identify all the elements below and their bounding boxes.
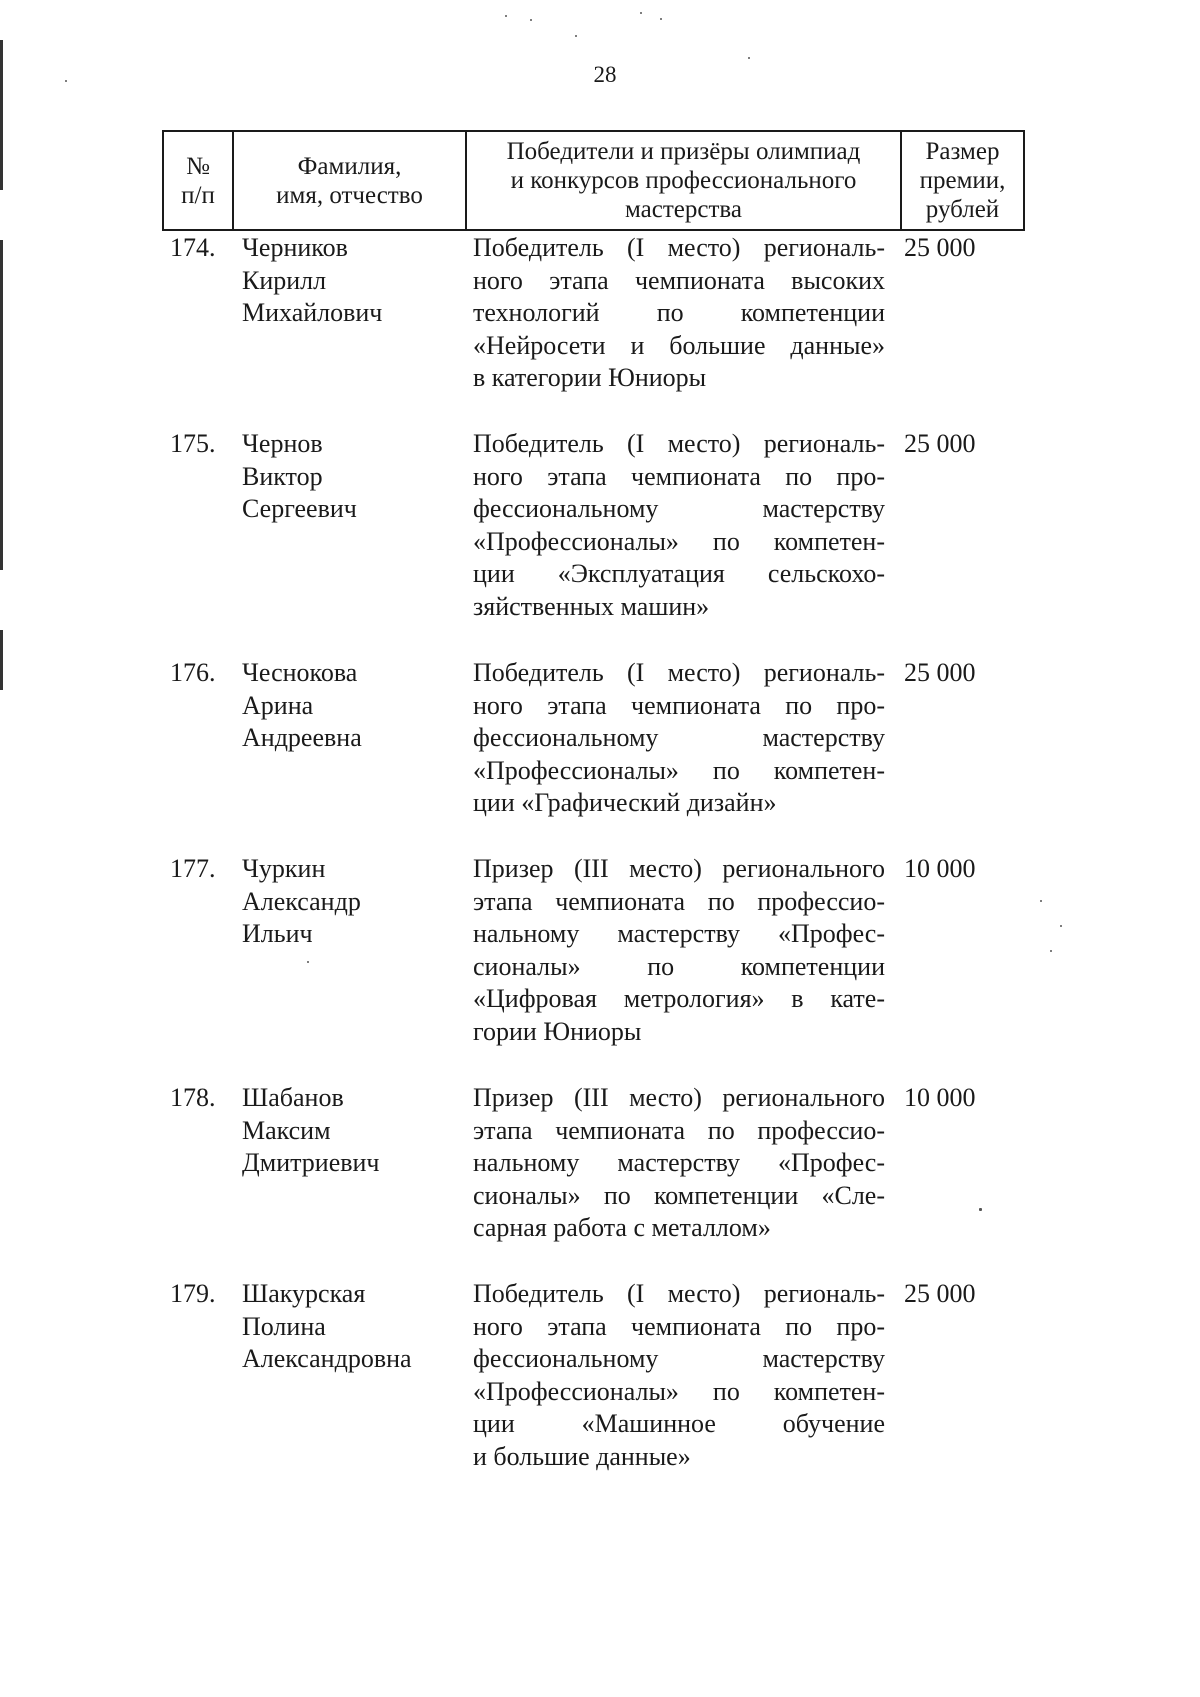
scan-edge-mark (0, 240, 3, 570)
desc-line: в категории Юниоры (473, 363, 707, 392)
header-full-name (232, 132, 465, 229)
row-number: 177. (170, 854, 216, 883)
row-full-name (242, 1082, 462, 1180)
name-line: Чернов (242, 429, 323, 458)
desc-line: сарная работа с металлом» (473, 1213, 771, 1242)
name-line: Дмитриевич (242, 1148, 380, 1177)
row-full-name (242, 1278, 462, 1376)
scan-speck (505, 15, 507, 17)
name-line: Шабанов (242, 1083, 344, 1112)
name-line: Чуркин (242, 854, 326, 883)
row-achievement (473, 232, 885, 395)
scan-speck (307, 961, 309, 963)
desc-line: «Цифровая метрология» в кате- (473, 984, 885, 1013)
name-line: Александр (242, 886, 361, 916)
desc-line: ного этапа чемпионата по про- (473, 1311, 885, 1341)
desc-line: нальному мастерству «Профес- (473, 919, 885, 948)
desc-line: Победитель (I место) региональ- (473, 429, 885, 458)
header-desc-line: Победители и призёры олимпиад (506, 138, 861, 165)
header-achievement (465, 132, 900, 229)
table-header (162, 130, 1025, 231)
desc-line: гории Юниоры (473, 1016, 642, 1046)
header-name-line: имя, отчество (276, 181, 423, 209)
header-number-line: № (186, 152, 210, 180)
name-line: Виктор (242, 461, 323, 491)
row-prize-amount: 10 000 (904, 854, 976, 883)
row-number: 176. (170, 658, 216, 687)
header-prize-line: Размер (925, 138, 1000, 165)
row-prize-amount: 25 000 (904, 658, 976, 687)
name-line: Полина (242, 1311, 326, 1341)
name-line: Михайлович (242, 298, 383, 327)
desc-line: Победитель (I место) региональ- (473, 233, 885, 262)
scan-speck (748, 57, 750, 59)
desc-line: технологий по компетенции (473, 298, 885, 327)
row-achievement (473, 1082, 885, 1245)
row-number: 175. (170, 429, 216, 458)
desc-line: ции «Эксплуатация сельскохо- (473, 559, 885, 588)
desc-line: «Профессионалы» по компетен- (473, 526, 885, 556)
scan-speck (575, 35, 577, 37)
desc-line: сионалы» по компетенции (473, 951, 885, 981)
name-line: Шакурская (242, 1279, 366, 1308)
scan-edge-mark (0, 630, 3, 690)
row-achievement (473, 853, 885, 1048)
row-full-name (242, 853, 462, 951)
name-line: Максим (242, 1115, 331, 1145)
row-prize-amount: 25 000 (904, 233, 976, 262)
scan-speck (660, 18, 662, 20)
scan-speck (530, 19, 532, 21)
row-full-name (242, 657, 462, 755)
scan-speck (1040, 900, 1042, 902)
desc-line: ного этапа чемпионата высоких (473, 265, 885, 295)
desc-line: «Профессионалы» по компетен- (473, 1376, 885, 1406)
desc-line: сионалы» по компетенции «Сле- (473, 1180, 885, 1210)
desc-line: Призер (III место) регионального (473, 854, 885, 883)
desc-line: Победитель (I место) региональ- (473, 1279, 885, 1308)
desc-line: этапа чемпионата по профессио- (473, 1115, 885, 1145)
desc-line: ции «Графический дизайн» (473, 788, 777, 817)
desc-line: фессиональному мастерству (473, 494, 885, 523)
desc-line: ного этапа чемпионата по про- (473, 461, 885, 491)
desc-line: фессиональному мастерству (473, 723, 885, 752)
desc-line: и большие данные» (473, 1441, 691, 1471)
row-achievement (473, 428, 885, 623)
row-full-name (242, 232, 462, 330)
desc-line: Призер (III место) регионального (473, 1083, 885, 1112)
desc-line: Победитель (I место) региональ- (473, 658, 885, 687)
name-line: Арина (242, 690, 314, 720)
row-prize-amount: 10 000 (904, 1083, 976, 1112)
row-prize-amount: 25 000 (904, 1279, 976, 1308)
page-number: 28 (593, 62, 617, 87)
name-line: Черников (242, 233, 348, 262)
scan-speck (979, 1208, 982, 1211)
desc-line: зяйственных машин» (473, 591, 710, 621)
row-full-name (242, 428, 462, 526)
name-line: Ильич (242, 919, 313, 948)
row-achievement (473, 657, 885, 820)
row-achievement (473, 1278, 885, 1473)
header-desc-line: мастерства (625, 196, 742, 223)
row-number: 174. (170, 233, 216, 262)
desc-line: фессиональному мастерству (473, 1344, 885, 1373)
header-number-line: п/п (181, 181, 215, 209)
row-prize-amount: 25 000 (904, 429, 976, 458)
name-line: Александровна (242, 1344, 412, 1373)
header-name-line: Фамилия, (297, 152, 402, 180)
header-prize-line: рублей (925, 196, 1000, 223)
desc-line: «Нейросети и большие данные» (473, 330, 885, 360)
desc-line: ции «Машинное обучение (473, 1409, 885, 1438)
name-line: Андреевна (242, 723, 362, 752)
desc-line: нальному мастерству «Профес- (473, 1148, 885, 1177)
scan-speck (1050, 950, 1052, 952)
name-line: Чеснокова (242, 658, 358, 687)
desc-line: ного этапа чемпионата по про- (473, 690, 885, 720)
header-desc-line: и конкурсов профессионального (510, 167, 857, 194)
header-number (164, 132, 232, 229)
header-prize-line: премии, (919, 167, 1006, 194)
row-number: 178. (170, 1083, 216, 1112)
desc-line: этапа чемпионата по профессио- (473, 886, 885, 916)
scan-speck (1060, 925, 1062, 927)
name-line: Кирилл (242, 265, 327, 295)
desc-line: «Профессионалы» по компетен- (473, 755, 885, 785)
header-prize-amount (900, 132, 1023, 229)
scan-speck (640, 12, 642, 14)
row-number: 179. (170, 1279, 216, 1308)
name-line: Сергеевич (242, 494, 357, 523)
